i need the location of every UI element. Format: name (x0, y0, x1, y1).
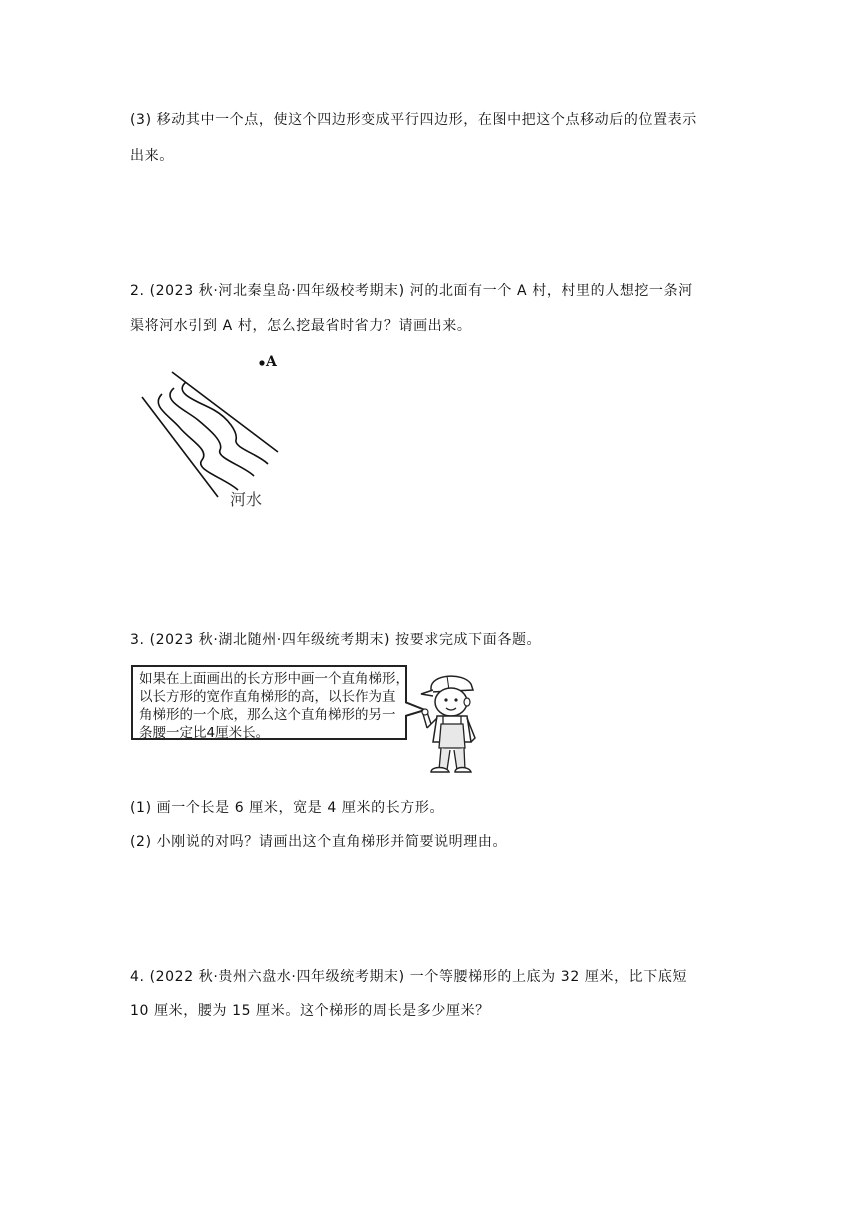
q1-part3-line1: (3) 移动其中一个点，使这个四边形变成平行四边形，在图中把这个点移动后的位置表示 (130, 112, 697, 128)
q3-part1: (1) 画一个长是 6 厘米，宽是 4 厘米的长方形。 (130, 800, 445, 816)
q1-part3-line2: 出来。 (130, 148, 174, 164)
river-bank-left (142, 397, 218, 497)
q2-text-line2: 渠将河水引到 A 村，怎么挖最省时省力？请画出来。 (130, 318, 472, 334)
river-drawing (130, 350, 300, 510)
q2-text-line1: 2. (2023 秋·河北秦皇岛·四年级校考期末) 河的北面有一个 A 村，村里的人想挖一条河 (130, 283, 693, 299)
water-line-3 (182, 382, 268, 464)
speech-bubble (131, 665, 407, 740)
river-figure (130, 350, 300, 510)
water-line-1 (158, 394, 238, 490)
cartoon-boy-illustration (413, 668, 485, 783)
q3-text-line1: 3. (2023 秋·湖北随州·四年级统考期末) 按要求完成下面各题。 (130, 632, 542, 648)
speech-bubble-line: 如果在上面画出的长方形中画一个直角梯形， (139, 671, 409, 687)
speech-bubble-line: 条腰一定比4厘米长。 (139, 725, 270, 741)
river-label: 河水 (230, 490, 263, 509)
q4-text-line2: 10 厘米，腰为 15 厘米。这个梯形的周长是多少厘米？ (130, 1003, 490, 1019)
village-a-label: A (266, 354, 277, 370)
q4-text-line1: 4. (2022 秋·贵州六盘水·四年级统考期末) 一个等腰梯形的上底为 32 厘米，比下底短 (130, 969, 688, 985)
speech-bubble-line: 以长方形的宽作直角梯形的高，以长作为直 (139, 689, 396, 705)
speech-bubble-line: 角梯形的一个底，那么这个直角梯形的另一 (139, 707, 396, 723)
q3-part2: (2) 小刚说的对吗？请画出这个直角梯形并简要说明理由。 (130, 834, 508, 850)
village-a-point (259, 360, 264, 365)
